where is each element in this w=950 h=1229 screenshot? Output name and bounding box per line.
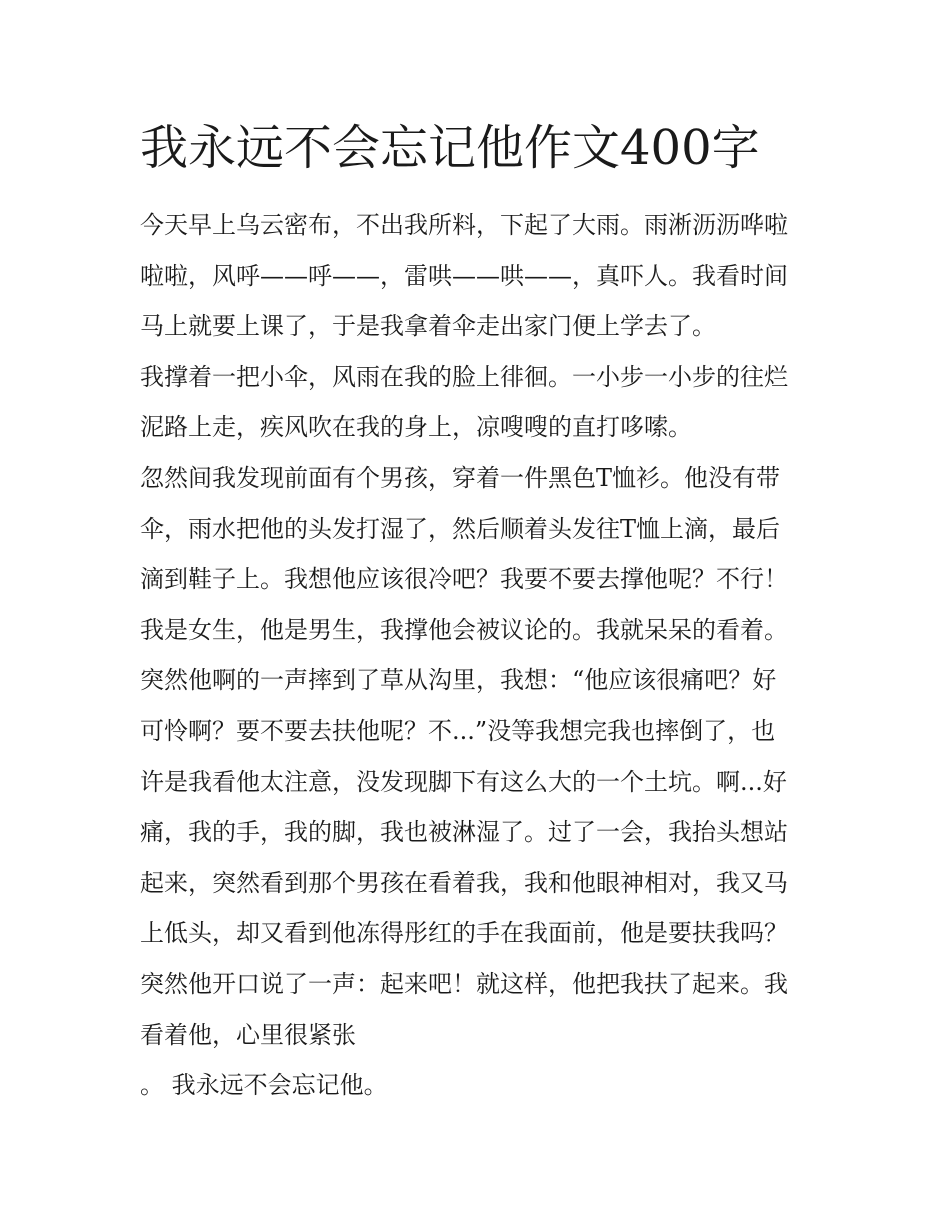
text-line: 马上就要上课了，于是我拿着伞走出家门便上学去了。 <box>140 312 716 341</box>
text-line: 忽然间我发现前面有个男孩，穿着一件黑色T恤衫。他没有带 <box>140 463 781 492</box>
text-line: 我撑着一把小伞，风雨在我的脸上徘徊。一小步一小步的往烂 <box>140 362 788 391</box>
document-body <box>140 200 820 1111</box>
document-title: 我永远不会忘记他作文400字 <box>140 120 760 176</box>
text-line: 今天早上乌云密布，不出我所料，下起了大雨。雨淅沥沥哗啦 <box>140 211 788 239</box>
text-line: 看着他，心里很紧张 <box>140 1020 356 1049</box>
text-line: 我是女生，他是男生，我撑他会被议论的。我就呆呆的看着。 <box>140 615 788 644</box>
text-line: 起来，突然看到那个男孩在看着我，我和他眼神相对，我又马 <box>140 868 788 897</box>
text-line: 滴到鞋子上。我想他应该很冷吧？我要不要去撑他呢？不行！ <box>140 565 788 594</box>
text-line: 可怜啊？要不要去扶他呢？不...”没等我想完我也摔倒了，也 <box>140 716 776 745</box>
text-line: 突然他啊的一声摔到了草从沟里，我想：“他应该很痛吧？好 <box>140 666 777 695</box>
text-line: 。 我永远不会忘记他。 <box>140 1071 388 1100</box>
text-line: 伞，雨水把他的头发打湿了，然后顺着头发往T恤上滴，最后 <box>140 514 781 543</box>
text-line: 许是我看他太注意，没发现脚下有这么大的一个土坑。啊...好 <box>140 767 787 796</box>
text-line: 啦啦，风呼——呼——，雷哄——哄——，真吓人。我看时间 <box>140 261 788 290</box>
text-line: 突然他开口说了一声：起来吧！就这样，他把我扶了起来。我 <box>140 969 788 998</box>
text-line: 泥路上走，疾风吹在我的身上，凉嗖嗖的直打哆嗦。 <box>140 413 692 442</box>
text-line: 上低头，却又看到他冻得彤红的手在我面前，他是要扶我吗？ <box>140 919 788 948</box>
text-line: 痛，我的手，我的脚，我也被淋湿了。过了一会，我抬头想站 <box>140 818 788 847</box>
